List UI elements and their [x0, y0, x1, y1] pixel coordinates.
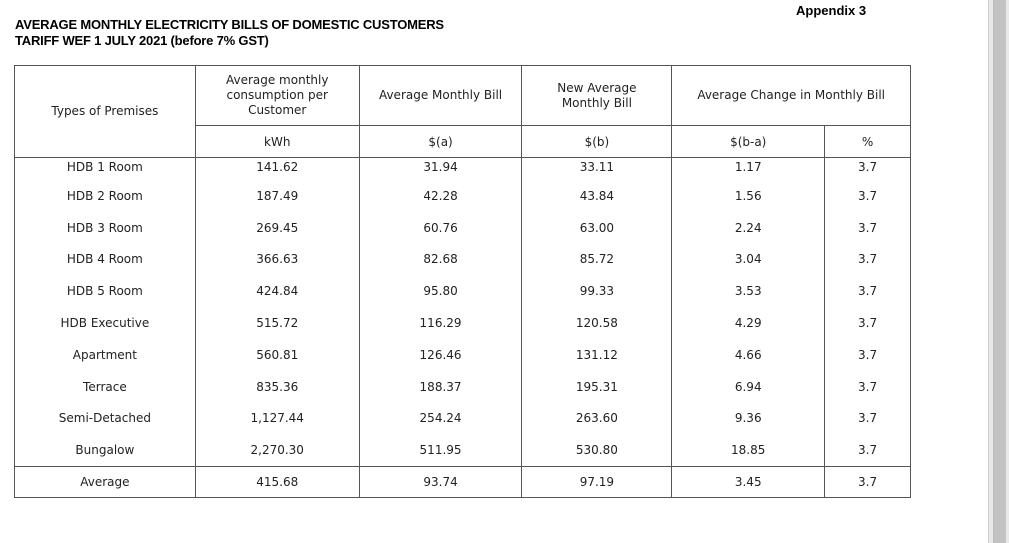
cell-new-bill: 131.12	[522, 339, 672, 371]
cell-change: 4.29	[672, 307, 825, 339]
cell-kwh: 187.49	[195, 180, 359, 212]
cell-change: 3.53	[672, 275, 825, 307]
cell-premise: HDB 1 Room	[15, 158, 196, 181]
cell-premise: HDB 4 Room	[15, 244, 196, 276]
cell-pct: 3.7	[825, 275, 911, 307]
title-line-1: AVERAGE MONTHLY ELECTRICITY BILLS OF DOMESTIC CUSTOMERS	[15, 17, 444, 32]
cell-kwh: 560.81	[195, 339, 359, 371]
table-row	[15, 339, 911, 371]
table-row	[15, 212, 911, 244]
cell-bill: 82.68	[359, 244, 522, 276]
cell-new-bill: 85.72	[522, 244, 672, 276]
average-cell-change: 3.45	[672, 467, 825, 498]
cell-change: 9.36	[672, 403, 825, 435]
cell-change: 4.66	[672, 339, 825, 371]
cell-kwh: 835.36	[195, 371, 359, 403]
header-monthly-bill: Average Monthly Bill	[359, 66, 522, 126]
unit-bill-a: $(a)	[359, 126, 522, 158]
cell-premise: HDB 3 Room	[15, 212, 196, 244]
cell-new-bill: 195.31	[522, 371, 672, 403]
cell-premise: HDB 5 Room	[15, 275, 196, 307]
cell-kwh: 1,127.44	[195, 403, 359, 435]
cell-premise: HDB 2 Room	[15, 180, 196, 212]
cell-pct: 3.7	[825, 339, 911, 371]
unit-change-abs: $(b-a)	[672, 126, 825, 158]
average-row	[15, 467, 911, 498]
cell-bill: 116.29	[359, 307, 522, 339]
average-cell-premise: Average	[15, 467, 196, 498]
cell-premise: Apartment	[15, 339, 196, 371]
cell-new-bill: 99.33	[522, 275, 672, 307]
cell-pct: 3.7	[825, 244, 911, 276]
average-cell-new-bill: 97.19	[522, 467, 672, 498]
cell-change: 1.56	[672, 180, 825, 212]
cell-kwh: 515.72	[195, 307, 359, 339]
cell-bill: 95.80	[359, 275, 522, 307]
cell-new-bill: 530.80	[522, 434, 672, 466]
cell-change: 1.17	[672, 158, 825, 181]
cell-premise: Bungalow	[15, 434, 196, 466]
cell-new-bill: 33.11	[522, 158, 672, 181]
unit-bill-b: $(b)	[522, 126, 672, 158]
cell-change: 6.94	[672, 371, 825, 403]
document-title	[15, 17, 444, 49]
table-row	[15, 244, 911, 276]
average-cell-pct: 3.7	[825, 467, 911, 498]
cell-bill: 126.46	[359, 339, 522, 371]
appendix-label: Appendix 3	[796, 3, 867, 18]
header-premises: Types of Premises	[15, 66, 196, 158]
title-line-2: TARIFF WEF 1 JULY 2021 (before 7% GST)	[15, 33, 269, 48]
cell-new-bill: 43.84	[522, 180, 672, 212]
cell-bill: 511.95	[359, 434, 522, 466]
table-row	[15, 403, 911, 435]
cell-premise: HDB Executive	[15, 307, 196, 339]
cell-pct: 3.7	[825, 158, 911, 181]
header-new-bill: New Average Monthly Bill	[522, 66, 672, 126]
vertical-scrollbar[interactable]	[993, 0, 1006, 543]
cell-new-bill: 120.58	[522, 307, 672, 339]
header-change: Average Change in Monthly Bill	[672, 66, 911, 126]
cell-pct: 3.7	[825, 307, 911, 339]
cell-bill: 60.76	[359, 212, 522, 244]
cell-pct: 3.7	[825, 180, 911, 212]
cell-new-bill: 263.60	[522, 403, 672, 435]
bills-table	[14, 65, 911, 498]
table-row	[15, 434, 911, 466]
cell-kwh: 2,270.30	[195, 434, 359, 466]
cell-new-bill: 63.00	[522, 212, 672, 244]
cell-bill: 254.24	[359, 403, 522, 435]
average-cell-kwh: 415.68	[195, 467, 359, 498]
unit-kwh: kWh	[195, 126, 359, 158]
table-row	[15, 180, 911, 212]
table-row	[15, 275, 911, 307]
cell-kwh: 424.84	[195, 275, 359, 307]
table-row	[15, 371, 911, 403]
average-cell-bill: 93.74	[359, 467, 522, 498]
cell-kwh: 141.62	[195, 158, 359, 181]
cell-bill: 31.94	[359, 158, 522, 181]
cell-premise: Semi-Detached	[15, 403, 196, 435]
table-row	[15, 158, 911, 181]
cell-bill: 42.28	[359, 180, 522, 212]
cell-kwh: 366.63	[195, 244, 359, 276]
header-consumption: Average monthly consumption per Customer	[195, 66, 359, 126]
cell-change: 18.85	[672, 434, 825, 466]
cell-bill: 188.37	[359, 371, 522, 403]
cell-premise: Terrace	[15, 371, 196, 403]
cell-pct: 3.7	[825, 434, 911, 466]
cell-pct: 3.7	[825, 403, 911, 435]
table-row	[15, 307, 911, 339]
cell-change: 2.24	[672, 212, 825, 244]
cell-pct: 3.7	[825, 371, 911, 403]
cell-kwh: 269.45	[195, 212, 359, 244]
table-body	[15, 158, 911, 498]
cell-pct: 3.7	[825, 212, 911, 244]
cell-change: 3.04	[672, 244, 825, 276]
unit-change-pct: %	[825, 126, 911, 158]
